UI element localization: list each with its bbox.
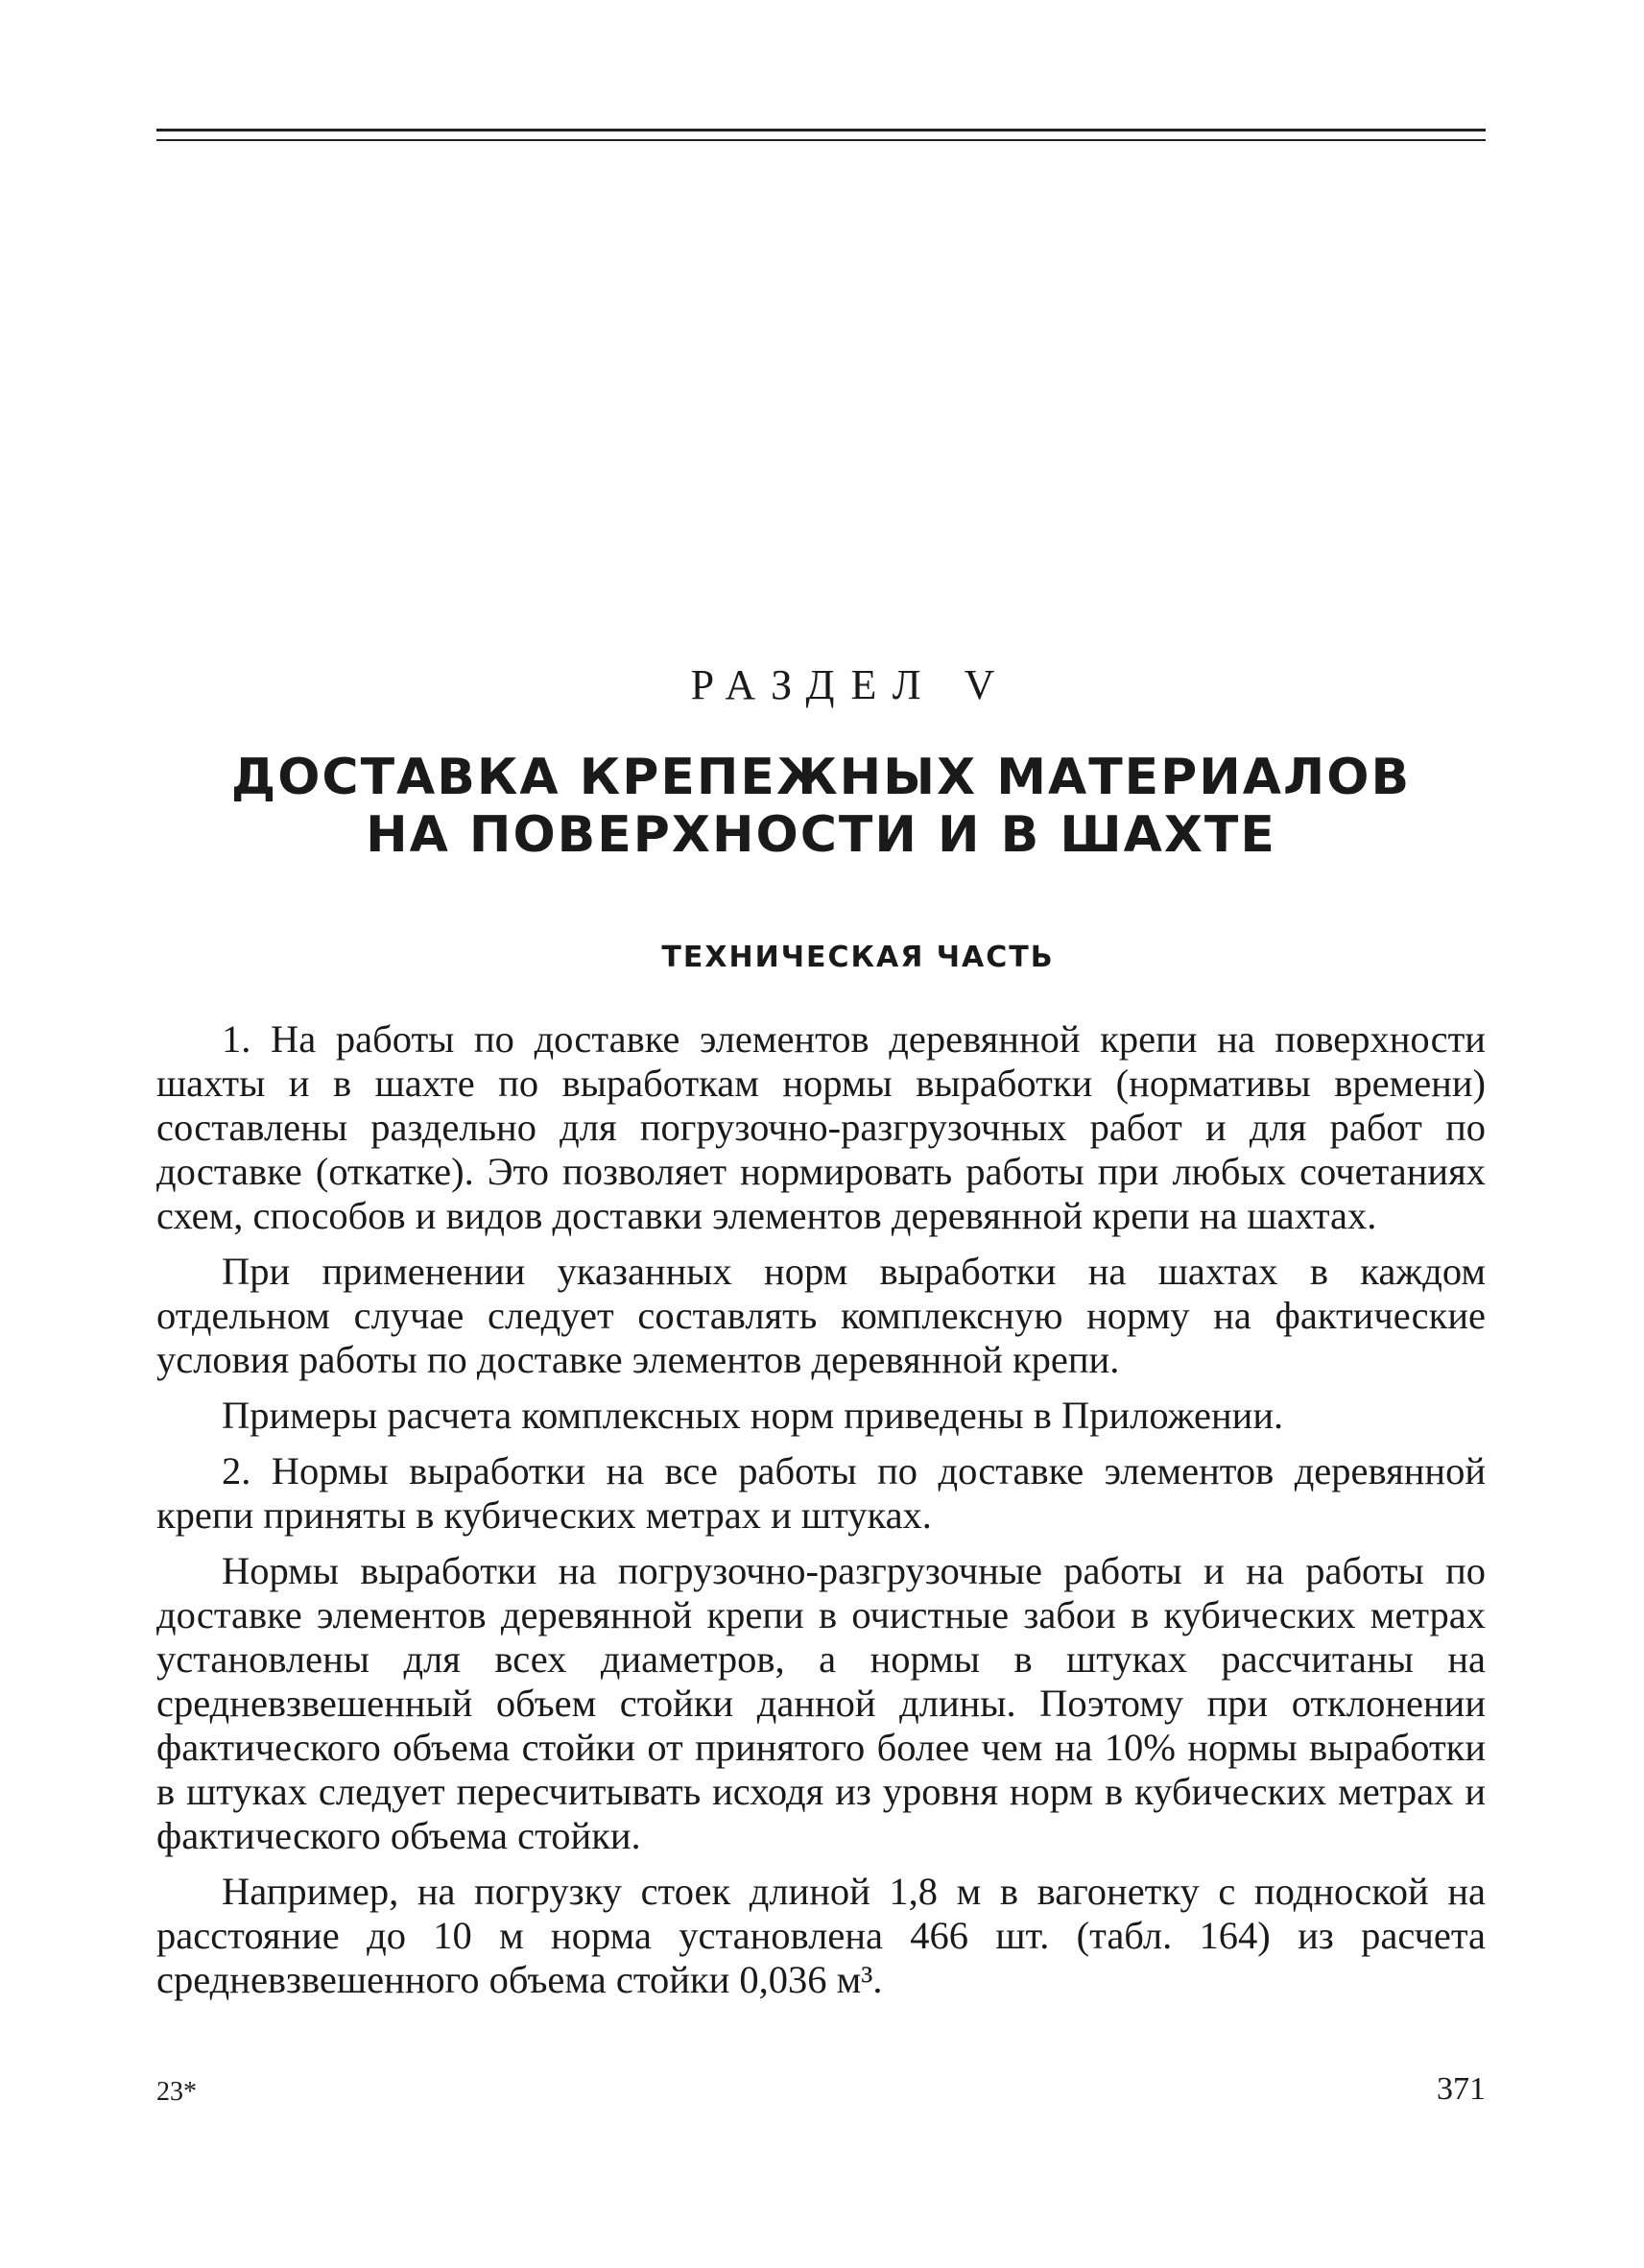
subsection-title: ТЕХНИЧЕСКАЯ ЧАСТЬ bbox=[661, 941, 1055, 974]
header-rule-top bbox=[156, 129, 1486, 131]
paragraph-5: Нормы выработки на погрузочно-разгрузочные работы и на работы по доставке элементов деревянной крепи в очистные забои в кубических метрах установлены для всех диаметров, а нормы в штуках рассчитаны на средневзвешенный объем стойки данной длины. Поэтому при отклонении фактического объема стойки от принятого более чем на 10% нормы выработки в штуках следует пересчитывать исходя из уровня норм в кубических метрах и фактического объема стойки. bbox=[156, 1549, 1486, 1857]
paragraph-1: 1. На работы по доставке элементов деревянной крепи на поверхности шахты и в шахте по выработкам нормы выработки (нормативы времени) составлены раздельно для погрузочно-разгрузочных работ и для работ по доставке (откатке). Это позволяет нормировать работы при любых сочетаниях схем, способов и видов доставки элементов деревянной крепи на шахтах. bbox=[156, 1017, 1486, 1237]
page-number: 371 bbox=[1437, 2071, 1486, 2107]
paragraph-3: Примеры расчета комплексных норм приведены в Приложении. bbox=[222, 1394, 1284, 1437]
paragraph-2: При применении указанных норм выработки на шахтах в каждом отдельном случае следует составлять комплексную норму на фактические условия работы по доставке элементов деревянной крепи. bbox=[156, 1250, 1486, 1381]
paragraph-4: 2. Нормы выработки на все работы по доставке элементов деревянной крепи приняты в кубических метрах и штуках. bbox=[156, 1449, 1486, 1537]
section-title bbox=[156, 749, 1486, 864]
signature-mark: 23* bbox=[156, 2077, 197, 2107]
paragraph-6: Например, на погрузку стоек длиной 1,8 м в вагонетку с подноской на расстояние до 10 м норма установлена 466 шт. (табл. 164) из расчета средневзвешенного объема стойки 0,036 м³. bbox=[156, 1870, 1486, 2001]
section-label: РАЗДЕЛ V bbox=[690, 661, 1012, 708]
section-title-line-2: НА ПОВЕРХНОСТИ И В ШАХТЕ bbox=[366, 806, 1276, 864]
body-text bbox=[156, 1017, 1486, 2014]
header-rule-bottom bbox=[156, 139, 1486, 141]
section-title-line-1: ДОСТАВКА КРЕПЕЖНЫХ МАТЕРИАЛОВ bbox=[230, 749, 1412, 806]
